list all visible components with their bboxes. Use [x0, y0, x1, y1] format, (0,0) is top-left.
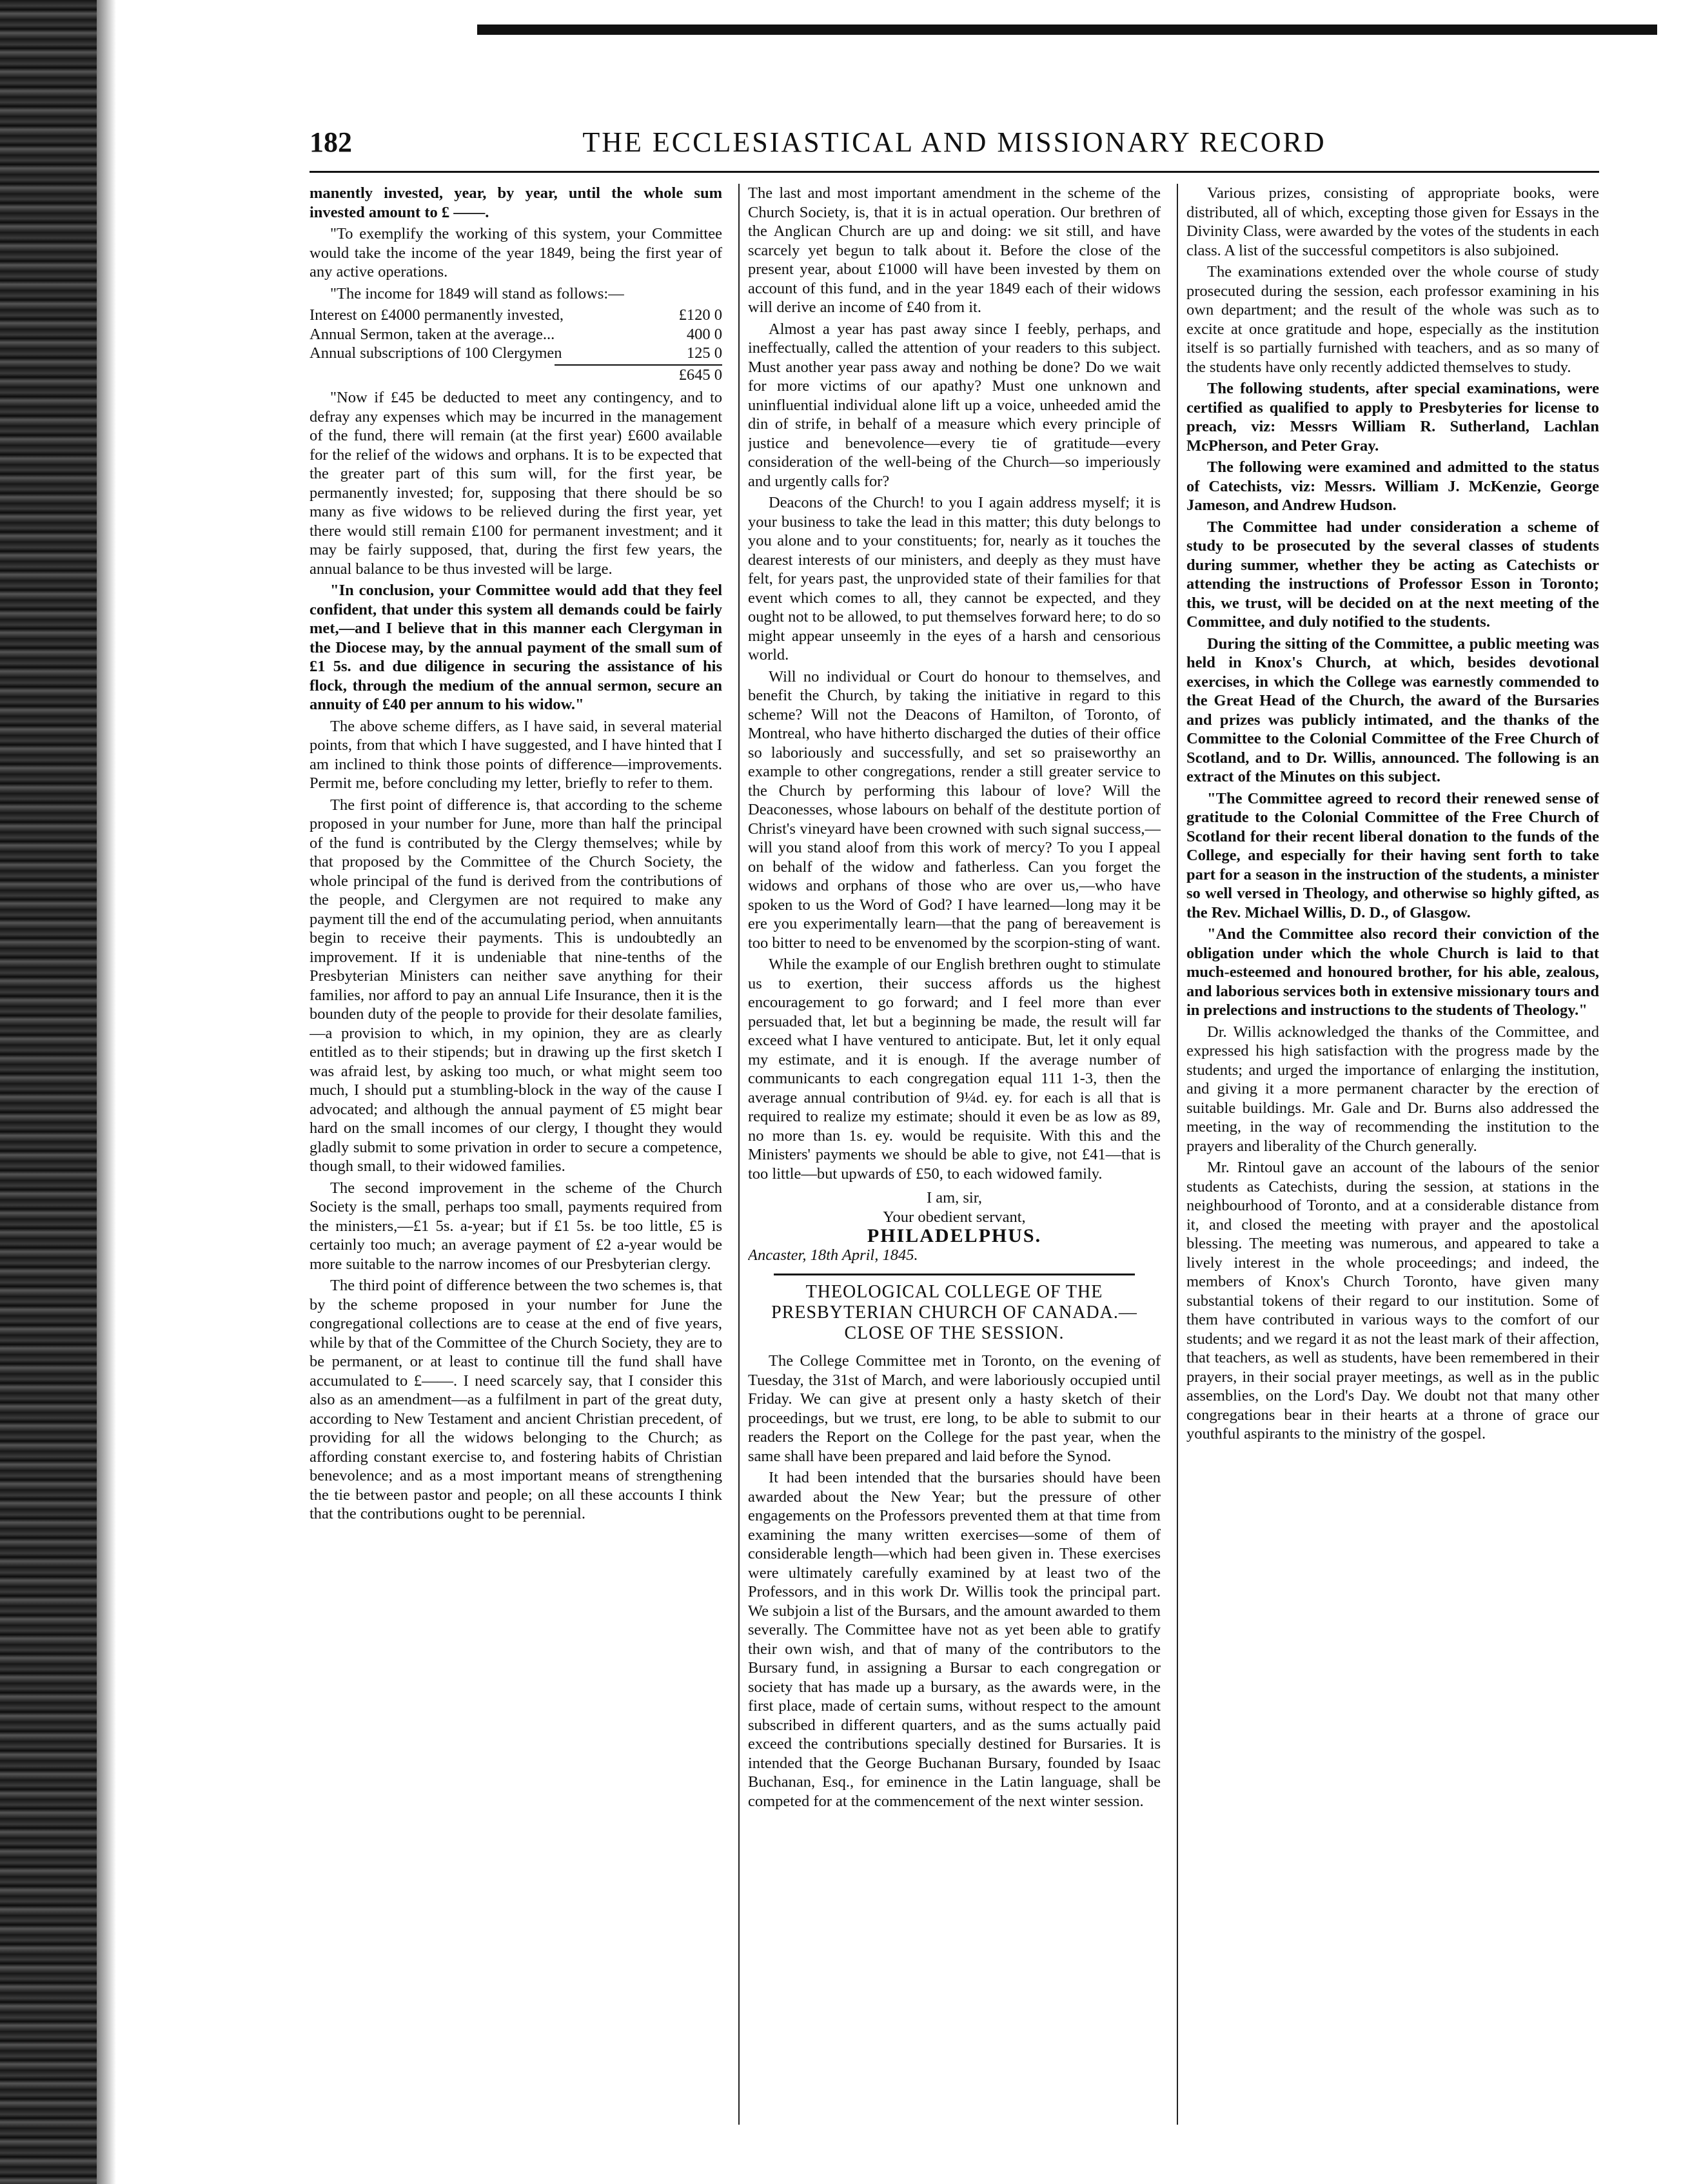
- paragraph: During the sitting of the Committee, a public meeting was held in Knox's Church, at which, besides devotional exercises, in which the College was earnestly commended to the Great Head of the Church, the award of the Bursaries and prizes was publicly intimated, and the thanks of the Committee to the Colonial Committee of the Free Church of Scotland, and to Dr. Willis, announced. The following is an extract of the Minutes on this subject.: [1186, 635, 1599, 785]
- account-item: Interest on £4000 permanently invested,: [310, 306, 564, 324]
- header-rule: [310, 171, 1599, 173]
- closing-line: I am, sir,: [926, 1189, 983, 1206]
- dateline: Ancaster, 18th April, 1845.: [748, 1246, 918, 1264]
- paragraph: "To exemplify the working of this system, your Committee would take the income of the year 1849, being the first year of any active operations.: [310, 225, 722, 280]
- letter-closing: [748, 1188, 1161, 1264]
- scan-border: [0, 0, 97, 2184]
- paragraph: "The income for 1849 will stand as follows:—: [330, 284, 624, 302]
- closing-line: Your obedient servant,: [883, 1208, 1026, 1226]
- paragraph: It had been intended that the bursaries should have been awarded about the New Year; but the pressure of other engagements on the Professors prevented them at that time from examining the many written exercises—some of them of considerable length—which had been given in. These exercises were ultimately carefully examined by at least two of the Professors, and in this work Dr. Willis took the principal part. We subjoin a list of the Bursars, and the amount awarded to them severally. The Committee have not as yet been able to gratify their own wish, and that of many of the contributors to the Bursary fund, in assigning a Bursar to each congregation or society that has made up a bursary, as the awards were, in the first place, made of certain sums, without respect to the amount subscribed in different quarters, and as the sums actually paid exceed the contributions specially destined for Bursaries. It is intended that the George Buchanan Bursary, founded by Isaac Buchanan, Esq., for eminence in the Latin language, shall be competed for at the commencement of the next winter session.: [748, 1469, 1161, 1810]
- paragraph: The third point of difference between the two schemes is, that by the scheme proposed in your number for June the congregational collections are to cease at the end of five years, while by that of the Committee of the Church Society, they are to be permanent, or at least to continue till the fund shall have accumulated to £——. I need scarcely say, that I consider this also as an amendment—as a fulfilment in part of the great duty, according to New Testament and ancient Christian precedent, of providing for all the widows belonging to the Church; as affording constant exercise to, and fostering habits of Christian benevolence; and as a most important means of strengthening the tie between pastor and people; on all these accounts I think that the contributions ought to be perennial.: [310, 1277, 722, 1522]
- column-2: [748, 184, 1161, 2125]
- paragraph: "Now if £45 be deducted to meet any contingency, and to defray any expenses which may be incurred in the management of the fund, there will remain (at the first year) £600 available for the relief of the widows and orphans. It is to be expected that the greater part of this sum will, for the first year, be permanently invested; for, supposing that there should be so many as five widows to be relieved during the first year, yet there would still remain £100 for permanent investment; and it may be fairly supposed, that, during the first few years, the annual balance to be thus invested will be large.: [310, 389, 722, 578]
- column-3: [1186, 184, 1599, 2125]
- paragraph: Will no individual or Court do honour to themselves, and benefit the Church, by taking the initiative in regard to this scheme? Will not the Deacons of Hamilton, of Toronto, of Montreal, who have hitherto discharged the duties of their office so laboriously and successfully, and set so praiseworthy an example to other congregations, render a still greater service to the Church by performing this labour of love? Will the Deaconesses, whose labours on behalf of the destitute portion of Christ's vineyard have been crowned with such signal success,—will you stand aloof from this work of mercy? To you I appeal on behalf of the widow and fatherless. Can you forget the widows and orphans of those who are over us,—who have spoken to us the Word of God? I have learned—long may it be ere you experimentally learn—that the pang of bereavement is too bitter to need to be envenomed by the scorpion-sting of want.: [748, 667, 1161, 952]
- paragraph: The first point of difference is, that according to the scheme proposed in your number for June, more than half the principal of the fund is contributed by the Clergy themselves; while by that proposed by the Committee of the Church Society, the whole principal of the fund is derived from the contributions of the people, and Clergymen are not required to make any payment till the end of the accumulating period, when annuitants begin to receive their payments. This is undoubtedly an improvement. If it is undeniable that nine-tenths of the Presbyterian Ministers can neither save anything for their families, nor afford to pay an annual Life Insurance, then it is the bounden duty of the people to provide for their desolate families,—a provision to which, in my opinion, they are as clearly entitled as to their stipends; but in drawing up the first sketch I was afraid lest, by asking too much, or what might seem too much, I should put a stumbling-block in the way of the cause I advocated; and although the annual payment of £5 might bear hard on the small incomes of our clergy, I thought they would gladly submit to some privation in order to secure a competence, though small, to their widowed families.: [310, 796, 722, 1175]
- paragraph: The last and most important amendment in the scheme of the Church Society, is, that it is in actual operation. Our brethren of the Anglican Church are up and doing: we sit still, and have scarcely yet begun to talk about it. Before the close of the present year, about £1000 will have been invested by them on account of this fund, and in the year 1849 each of their widows will derive an income of £40 from it.: [748, 184, 1161, 316]
- section-divider: [774, 1274, 1135, 1275]
- paragraph: Deacons of the Church! to you I again address myself; it is your business to take the lead in this matter; this duty belongs to you alone and to your constituents; for, nearly as it touches the dearest interests of our ministers, and deeply as they must have felt, for years past, the unprovided state of their families for that event which comes to all, they cannot be expected, and they ought not to be allowed, to put themselves forward here; to do so might appear unseemly in the eyes of a harsh and censorious world.: [748, 494, 1161, 664]
- paragraph: "In conclusion, your Committee would add that they feel confident, that under this system all demands could be fairly met,—and I believe that in this manner each Clergyman in the Diocese may, by the annual payment of the small sum of £1 5s. and due diligence in securing the assistance of his flock, through the medium of the annual sermon, secure an annuity of £40 per annum to his widow.": [310, 582, 722, 713]
- paragraph: Almost a year has past away since I feebly, perhaps, and ineffectually, called the attention of your readers to this subject. Must another year pass away and nothing be done? Do we wait for more victims of our apathy? Must one unknown and uninfluential individual alone lift up a voice, unheeded amid the din of strife, in behalf of a measure which every principle of justice and benevolence—every tie of gratitude—every consideration of the well-being of the Church—so imperiously and urgently calls for?: [748, 320, 1161, 490]
- page-header: [310, 126, 1599, 171]
- paragraph: The following were examined and admitted to the status of Catechists, viz: Messrs. William J. McKenzie, George Jameson, and Andrew Hudson.: [1186, 458, 1599, 514]
- paragraph: The second improvement in the scheme of the Church Society is the small, perhaps too small, payments required from the ministers,—£1 5s. a-year; but if £1 5s. be too little, £5 is certainly too much; an average payment of £2 a-year would be more suitable to the narrow incomes of our Presbyterian clergy.: [310, 1179, 722, 1273]
- paragraph: The above scheme differs, as I have said, in several material points, from that which I have suggested, and I have hinted that I am inclined to think those points of difference—improvements. Permit me, before concluding my letter, briefly to refer to them.: [310, 717, 722, 792]
- paragraph: The College Committee met in Toronto, on the evening of Tuesday, the 31st of March, and were laboriously occupied until Friday. We can give at present only a hasty sketch of their proceedings, but we trust, ere long, to be able to submit to our readers the Report on the College for the past year, when the same shall have been prepared and laid before the Synod.: [748, 1352, 1161, 1465]
- account-row: [310, 325, 722, 344]
- paragraph: Dr. Willis acknowledged the thanks of the Committee, and expressed his high satisfaction with the progress made by the students; and urged the importance of enlarging the institution, and giving it a more permanent character by the erection of suitable buildings. Mr. Gale and Dr. Burns also addressed the meeting, in the way of recommending the institution to the prayers and liberality of the Church generally.: [1186, 1023, 1599, 1155]
- income-account-table: [310, 306, 722, 363]
- article-title: THEOLOGICAL COLLEGE OF THE PRESBYTERIAN CHURCH OF CANADA.—CLOSE OF THE SESSION.: [771, 1282, 1137, 1343]
- paragraph: manently invested, year, by year, until the whole sum invested amount to £ ——.: [310, 184, 722, 221]
- top-rule: [477, 25, 1657, 35]
- account-item: Annual subscriptions of 100 Clergymen: [310, 344, 562, 362]
- paragraph: Mr. Rintoul gave an account of the labours of the senior students as Catechists, during the session, at stations in the neighbourhood of Toronto, and at a considerable distance from it, and closed the meeting with prayer and the apostolical blessing. The meeting was numerous, and appeared to take a lively interest in the whole proceedings; and indeed, the members of Knox's Church Toronto, have given many substantial tokens of their regard to our institution. Some of them have contributed in various ways to the comfort of our students; and we regard it as not the least mark of their affection, that teachers, as well as students, have been remembered in their prayers, in their social prayer meetings, as well as in the public assemblies, on the Lord's Day. We doubt not that many other congregations bear in their hearts at a throne of grace our youthful aspirants to the ministry of the gospel.: [1186, 1159, 1599, 1442]
- account-total: £645 0: [555, 364, 722, 385]
- account-amount: £120 0: [678, 306, 722, 324]
- paragraph: While the example of our English brethren ought to stimulate us to exertion, their success affords us the highest encouragement to go forward; and I feel more than ever persuaded that, let but a beginning be made, the result will far exceed what I have ventured to anticipate. But, let it only equal my estimate, and it is enough. If the average number of communicants to each congregation equal 111 1-3, then the average annual contribution of 9¼d. ey. for each is all that is required to realize my estimate; should it even be as low as 89, no more than 1s. ey. would be requisite. With this and the Ministers' payments we should be able to give, not £41—that is too little—but upwards of £50, to each widowed family.: [748, 956, 1161, 1183]
- paragraph: The examinations extended over the whole course of study prosecuted during the session, each professor examining in his own department; and the result of the whole was such as to excite at once gratitude and hope, especially as the institution itself is so partially furnished with teachers, and as so many of the students have only recently addicted themselves to study.: [1186, 263, 1599, 376]
- account-row: [310, 344, 722, 363]
- column-rule: [1177, 184, 1178, 2125]
- account-item: Annual Sermon, taken at the average...: [310, 325, 555, 343]
- paragraph: The Committee had under consideration a scheme of study to be prosecuted by the several classes of students during summer, whether they be acting as Catechists or attending the instructions of Professor Esson in Toronto; this, we trust, will be decided on at the next meeting of the Committee, and duly notified to the students.: [1186, 518, 1599, 631]
- paragraph: The following students, after special examinations, were certified as qualified to apply to Presbyteries for license to preach, viz: Messrs William R. Sutherland, Lachlan McPherson, and Peter Gray.: [1186, 380, 1599, 455]
- column-rule: [738, 184, 740, 2125]
- account-row: [310, 306, 722, 325]
- running-head: THE ECCLESIASTICAL AND MISSIONARY RECORD: [582, 126, 1326, 158]
- paragraph: "The Committee agreed to record their renewed sense of gratitude to the Colonial Committee of the Free Church of Scotland for their recent liberal donation to the funds of the College, and especially for their having sent forth to take part for a season in the instruction of the students, a minister so well versed in Theology, and otherwise so highly gifted, as the Rev. Michael Willis, D. D., of Glasgow.: [1186, 789, 1599, 921]
- account-amount: 125 0: [686, 344, 722, 362]
- account-amount: 400 0: [686, 325, 722, 343]
- paragraph: Various prizes, consisting of appropriate books, were distributed, all of which, excepting those given for Essays in the Divinity Class, were awarded by the votes of the students in each class. A list of the successful competitors is also subjoined.: [1186, 184, 1599, 259]
- paragraph: "And the Committee also record their conviction of the obligation under which the whole Church is laid to that much-esteemed and honoured brother, for his able, zealous, and laborious services both in extensive missionary tours and in prelections and instructions to the students of Theology.": [1186, 925, 1599, 1019]
- column-1: [310, 184, 722, 2125]
- signature: PHILADELPHUS.: [867, 1225, 1042, 1246]
- page-number: 182: [310, 126, 352, 158]
